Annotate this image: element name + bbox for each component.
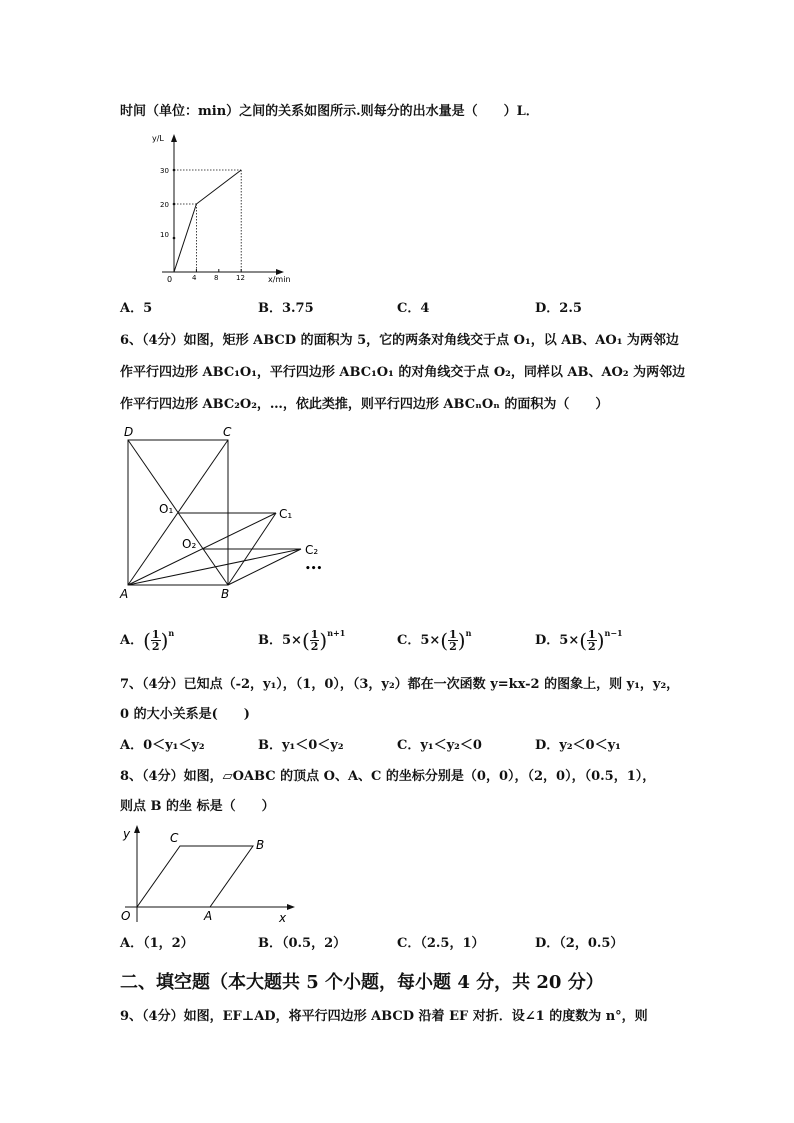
fraction-half: $\frac{1}{2}$ — [588, 628, 596, 653]
q5-ytick-dot — [173, 237, 176, 240]
q8-option-c[interactable]: C．（2.5，1） — [397, 936, 485, 951]
q5-series-line — [174, 170, 241, 272]
q7-stem-line1: 7、（4分）已知点（-2，y₁），（1，0），（3，y₂）都在一次函数 y=kx-2 的图象上，则 y₁，y₂， — [120, 677, 680, 692]
q5-option-b[interactable]: B．3.75 — [258, 301, 314, 316]
q6-option-a[interactable]: A．( $\frac{1}{2}$ )$^n$ — [120, 628, 175, 653]
q6-figure — [115, 420, 335, 605]
q6-stem-line1: 6、（4分）如图，矩形 ABCD 的面积为 5，它的两条对角线交于点 O₁，以 AB、AO₁ 为两邻边 — [120, 333, 679, 348]
q8-figure — [115, 822, 300, 927]
q9-stem-line1: 9、（4分）如图，EF⊥AD，将平行四边形 ABCD 沿着 EF 对折．设∠1 的度数为 n°，则 — [120, 1009, 648, 1024]
label-b: B — [221, 587, 230, 601]
a-c2 — [128, 549, 301, 585]
q8-label-b: B — [256, 838, 265, 852]
q5-y-arrow — [171, 134, 177, 142]
label-c1: C₁ — [279, 507, 293, 521]
q6-stem-line3: 作平行四边形 ABC₂O₂，…，依此类推，则平行四边形 ABCₙOₙ 的面积为（ ） — [120, 397, 609, 412]
q8-stem-line2: 则点 B 的坐 标是（ ） — [120, 799, 275, 814]
q5-xtick-4: 4 — [192, 274, 197, 282]
q7-option-a[interactable]: A．0＜y₁＜y₂ — [120, 738, 205, 753]
q6-stem-line2: 作平行四边形 ABC₁O₁，平行四边形 ABC₁O₁ 的对角线交于点 O₂，同样以 AB、AO₂ 为两邻边 — [120, 365, 686, 380]
q5-stem: 时间（单位：min）之间的关系如图所示.则每分的出水量是（ ）L． — [120, 104, 539, 119]
q5-ytick-10: 10 — [160, 231, 169, 239]
label-o1: O₁ — [159, 502, 174, 516]
q6-option-d[interactable]: D．5×( $\frac{1}{2}$ )$^{n-1}$ — [535, 628, 623, 653]
q7-stem-line2: 0 的大小关系是( ) — [120, 707, 250, 722]
q6-option-d-label: D．5× — [535, 633, 580, 648]
q5-xtick-12: 12 — [236, 274, 245, 282]
q8-option-a[interactable]: A．（1，2） — [120, 936, 194, 951]
q5-ytick-dot — [173, 203, 176, 206]
q7-option-b[interactable]: B．y₁＜0＜y₂ — [258, 738, 344, 753]
label-dots: ••• — [305, 564, 323, 574]
q6-option-c-label: C．5× — [397, 633, 441, 648]
q8-label-x: x — [279, 911, 287, 925]
label-c: C — [223, 425, 232, 439]
exponent: n — [465, 628, 472, 638]
fraction-half: $\frac{1}{2}$ — [151, 628, 160, 653]
exponent: n−1 — [604, 628, 623, 638]
q6-option-a-label: A． — [120, 633, 144, 648]
q8-stem-line1: 8、（4分）如图，▱OABC 的顶点 O、A、C 的坐标分别是（0，0），（2，0），（0.5，1）， — [120, 769, 656, 784]
q8-label-a: A — [204, 909, 213, 923]
q8-label-o: O — [121, 909, 131, 923]
q5-xlabel: x/min — [268, 275, 291, 284]
section-title: 二、填空题（本大题共 5 个小题，每小题 4 分，共 20 分） — [120, 972, 604, 993]
q5-xtick-8: 8 — [214, 274, 219, 282]
label-c2: C₂ — [305, 543, 319, 557]
parallelogram-oabc — [137, 846, 253, 907]
c2-b — [228, 549, 301, 585]
q5-option-a[interactable]: A．5 — [120, 301, 153, 316]
q8-option-d[interactable]: D．（2，0.5） — [535, 936, 624, 951]
q8-option-b[interactable]: B．（0.5，2） — [258, 936, 347, 951]
q5-ytick-30: 30 — [160, 167, 169, 175]
q5-ytick-20: 20 — [160, 201, 169, 209]
q8-label-c: C — [170, 831, 179, 845]
exponent: n — [168, 628, 175, 638]
fraction-half: $\frac{1}{2}$ — [449, 628, 457, 653]
q7-option-d[interactable]: D．y₂＜0＜y₁ — [535, 738, 621, 753]
label-d: D — [124, 425, 134, 439]
q6-option-b[interactable]: B．5×( $\frac{1}{2}$ )$^{n+1}$ — [258, 628, 346, 653]
q7-option-c[interactable]: C．y₁＜y₂＜0 — [397, 738, 482, 753]
label-o2: O₂ — [182, 537, 197, 551]
q8-x-arrow — [287, 904, 295, 910]
q5-option-d[interactable]: D．2.5 — [535, 301, 582, 316]
q6-option-c[interactable]: C．5×( $\frac{1}{2}$ )$^n$ — [397, 628, 472, 653]
q5-ylabel: y/L — [152, 134, 164, 143]
q5-chart — [140, 130, 300, 288]
q5-option-c[interactable]: C．4 — [397, 301, 430, 316]
q8-y-arrow — [134, 825, 140, 833]
label-a: A — [120, 587, 129, 601]
q5-origin: 0 — [167, 275, 173, 284]
fraction-half: $\frac{1}{2}$ — [310, 628, 319, 653]
exponent: n+1 — [327, 628, 346, 638]
q8-label-y: y — [123, 827, 131, 841]
q5-ytick-dot — [173, 169, 176, 172]
q6-option-b-label: B．5× — [258, 633, 302, 648]
